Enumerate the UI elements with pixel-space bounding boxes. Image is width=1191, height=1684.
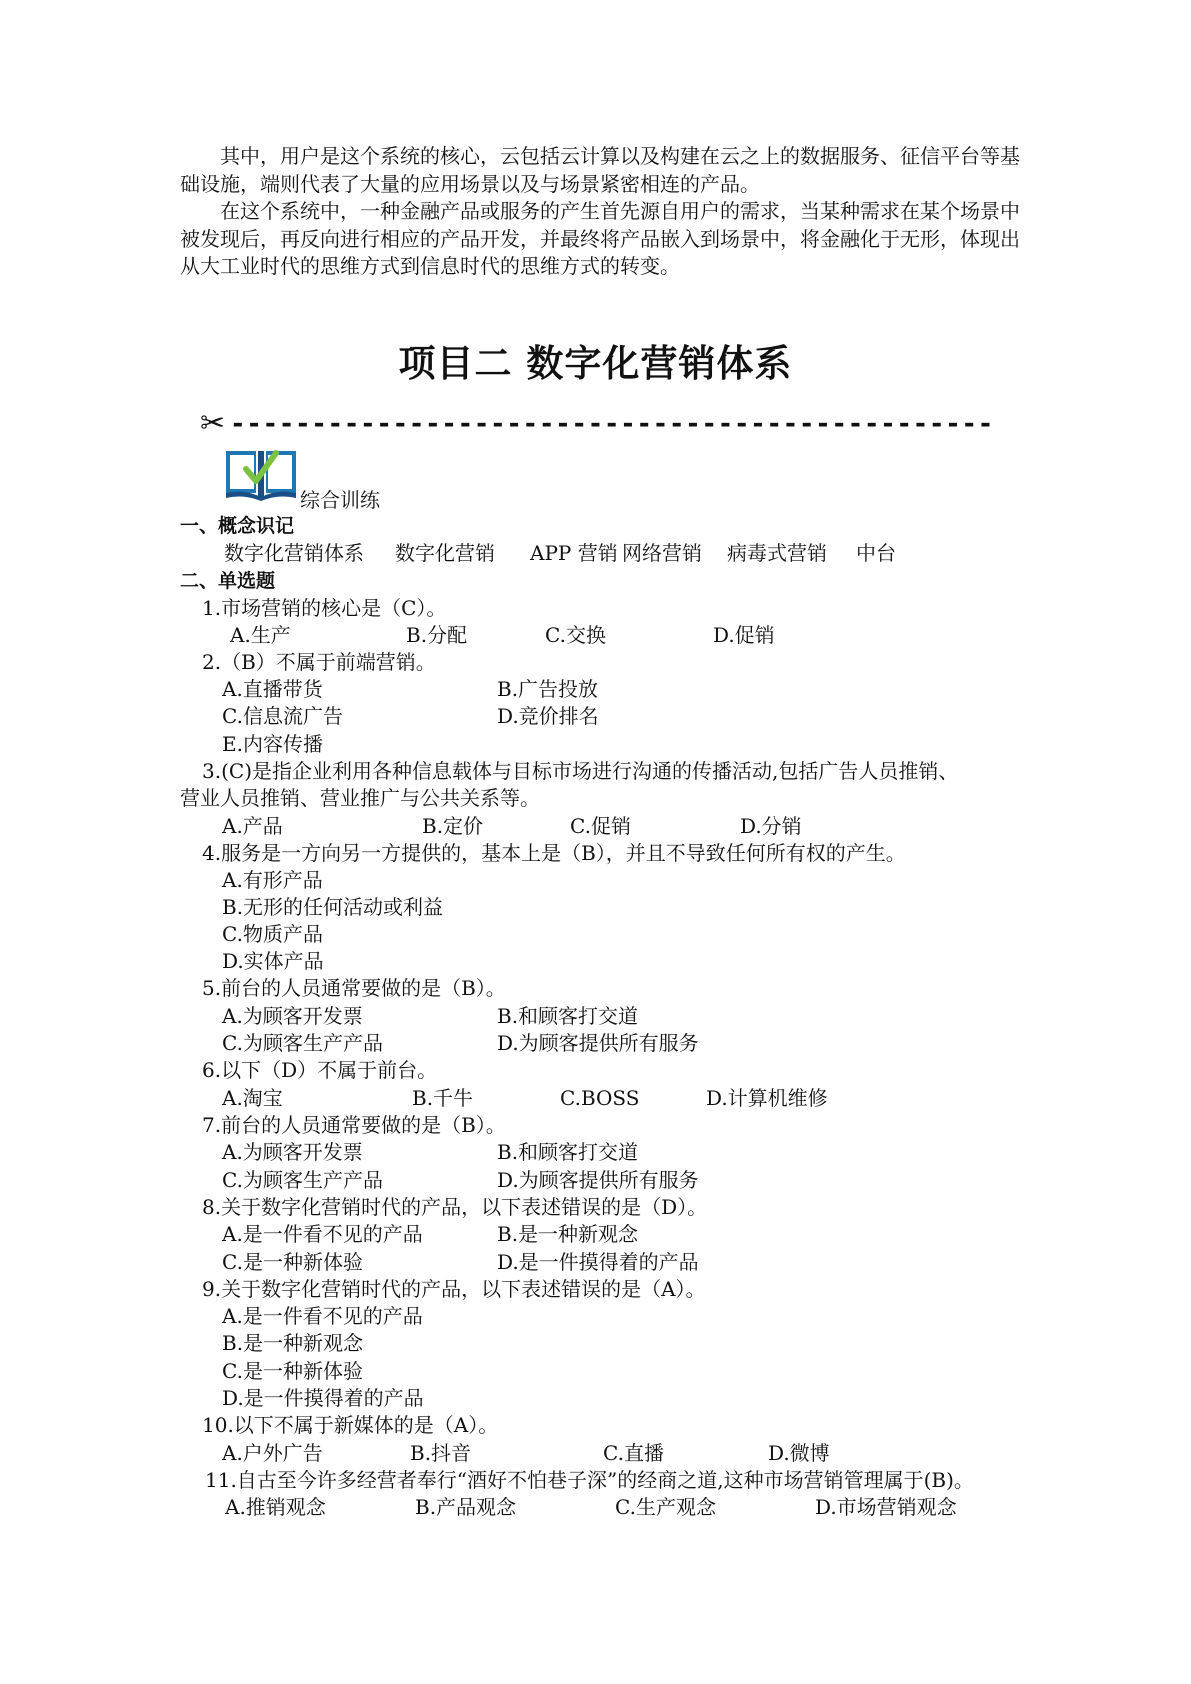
q11-option-a: A.推销观念: [225, 1495, 326, 1519]
q11-option-b: B.产品观念: [415, 1495, 517, 1519]
q11-option-c: C.生产观念: [615, 1495, 716, 1519]
q5-option-b: B.和顾客打交道: [497, 1004, 639, 1028]
q3-option-a: A.产品: [222, 814, 283, 838]
q2-option-d: D.竞价排名: [497, 704, 599, 728]
q2-option-a: A.直播带货: [222, 677, 323, 701]
q11-option-d: D.市场营销观念: [815, 1495, 957, 1519]
question-4: 4.服务是一方向另一方提供的，基本上是（B），并且不导致任何所有权的产生。: [202, 841, 906, 865]
question-2: 2.（B）不属于前端营销。: [202, 650, 436, 674]
q3-option-b: B.定价: [422, 814, 484, 838]
q10-option-d: D.微博: [768, 1441, 830, 1465]
q1-option-a: A.生产: [230, 623, 291, 647]
section-heading-single-choice: 二、单选题: [180, 570, 276, 592]
question-10: 10.以下不属于新媒体的是（A）。: [202, 1413, 499, 1437]
open-book-icon: [224, 445, 298, 501]
q1-option-d: D.促销: [713, 623, 775, 647]
q7-option-b: B.和顾客打交道: [497, 1140, 639, 1164]
question-5: 5.前台的人员通常要做的是（B）。: [202, 976, 506, 1000]
q5-option-c: C.为顾客生产产品: [222, 1031, 383, 1055]
term-4: 网络营销: [622, 541, 702, 565]
question-11: 11.自古至今许多经营者奉行“酒好不怕巷子深”的经商之道,这种市场营销管理属于(B)。: [205, 1468, 974, 1492]
q7-option-c: C.为顾客生产产品: [222, 1168, 383, 1192]
q9-option-b: B.是一种新观念: [222, 1331, 364, 1355]
q2-option-c: C.信息流广告: [222, 704, 343, 728]
term-1: 数字化营销体系: [224, 541, 364, 565]
q1-option-b: B.分配: [406, 623, 468, 647]
cut-line-separator: [200, 405, 1005, 445]
section-label: 综合训练: [300, 488, 380, 512]
q5-option-d: D.为顾客提供所有服务: [497, 1031, 699, 1055]
q8-option-a: A.是一件看不见的产品: [222, 1222, 423, 1246]
q3-option-c: C.促销: [570, 814, 631, 838]
question-3-line-2: 营业人员推销、营业推广与公共关系等。: [180, 786, 540, 810]
question-8: 8.关于数字化营销时代的产品，以下表述错误的是（D）。: [202, 1195, 708, 1219]
term-2: 数字化营销: [395, 541, 495, 565]
q1-option-c: C.交换: [545, 623, 606, 647]
q4-option-b: B.无形的任何活动或利益: [222, 895, 444, 919]
q4-option-d: D.实体产品: [222, 949, 324, 973]
intro-paragraph-1: 其中，用户是这个系统的核心，云包括云计算以及构建在云之上的数据服务、征信平台等基础设施，端则代表了大量的应用场景以及与场景紧密相连的产品。: [180, 144, 1020, 196]
q9-option-c: C.是一种新体验: [222, 1359, 363, 1383]
question-7: 7.前台的人员通常要做的是（B）。: [202, 1113, 506, 1137]
q8-option-c: C.是一种新体验: [222, 1250, 363, 1274]
term-3: APP 营销: [530, 541, 618, 565]
q4-option-c: C.物质产品: [222, 922, 323, 946]
q8-option-d: D.是一件摸得着的产品: [497, 1250, 699, 1274]
question-1: 1.市场营销的核心是（C）。: [202, 596, 447, 620]
question-3-line-1: 3.(C)是指企业利用各种信息载体与目标市场进行沟通的传播活动,包括广告人员推销、: [202, 759, 959, 783]
term-6: 中台: [856, 541, 896, 565]
q10-option-c: C.直播: [603, 1441, 664, 1465]
q7-option-d: D.为顾客提供所有服务: [497, 1168, 699, 1192]
q4-option-a: A.有形产品: [222, 868, 323, 892]
q6-option-b: B.千牛: [412, 1086, 474, 1110]
q2-option-e: E.内容传播: [222, 732, 323, 756]
q6-option-d: D.计算机维修: [706, 1086, 828, 1110]
q10-option-a: A.户外广告: [222, 1441, 323, 1465]
q3-option-d: D.分销: [740, 814, 802, 838]
q5-option-a: A.为顾客开发票: [222, 1004, 363, 1028]
section-heading-concepts: 一、概念识记: [180, 515, 295, 537]
q9-option-a: A.是一件看不见的产品: [222, 1304, 423, 1328]
intro-paragraph-2: 在这个系统中，一种金融产品或服务的产生首先源自用户的需求，当某种需求在某个场景中被发现后，再反向进行相应的产品开发，并最终将产品嵌入到场景中，将金融化于无形，体现出从大工业时代的思维方式到信息时代的思维方式的转变。: [180, 199, 1020, 278]
scissors-icon: ✂: [200, 406, 226, 441]
q6-option-a: A.淘宝: [222, 1086, 283, 1110]
page-title: 项目二 数字化营销体系: [398, 342, 793, 385]
question-9: 9.关于数字化营销时代的产品，以下表述错误的是（A）。: [202, 1277, 706, 1301]
question-6: 6.以下（D）不属于前台。: [202, 1058, 438, 1082]
q6-option-c: C.BOSS: [560, 1086, 640, 1110]
q7-option-a: A.为顾客开发票: [222, 1140, 363, 1164]
q9-option-d: D.是一件摸得着的产品: [222, 1386, 424, 1410]
q10-option-b: B.抖音: [410, 1441, 472, 1465]
q2-option-b: B.广告投放: [497, 677, 599, 701]
dashed-line: -----------------------------------------------: [230, 409, 994, 439]
term-5: 病毒式营销: [727, 541, 827, 565]
q8-option-b: B.是一种新观念: [497, 1222, 639, 1246]
